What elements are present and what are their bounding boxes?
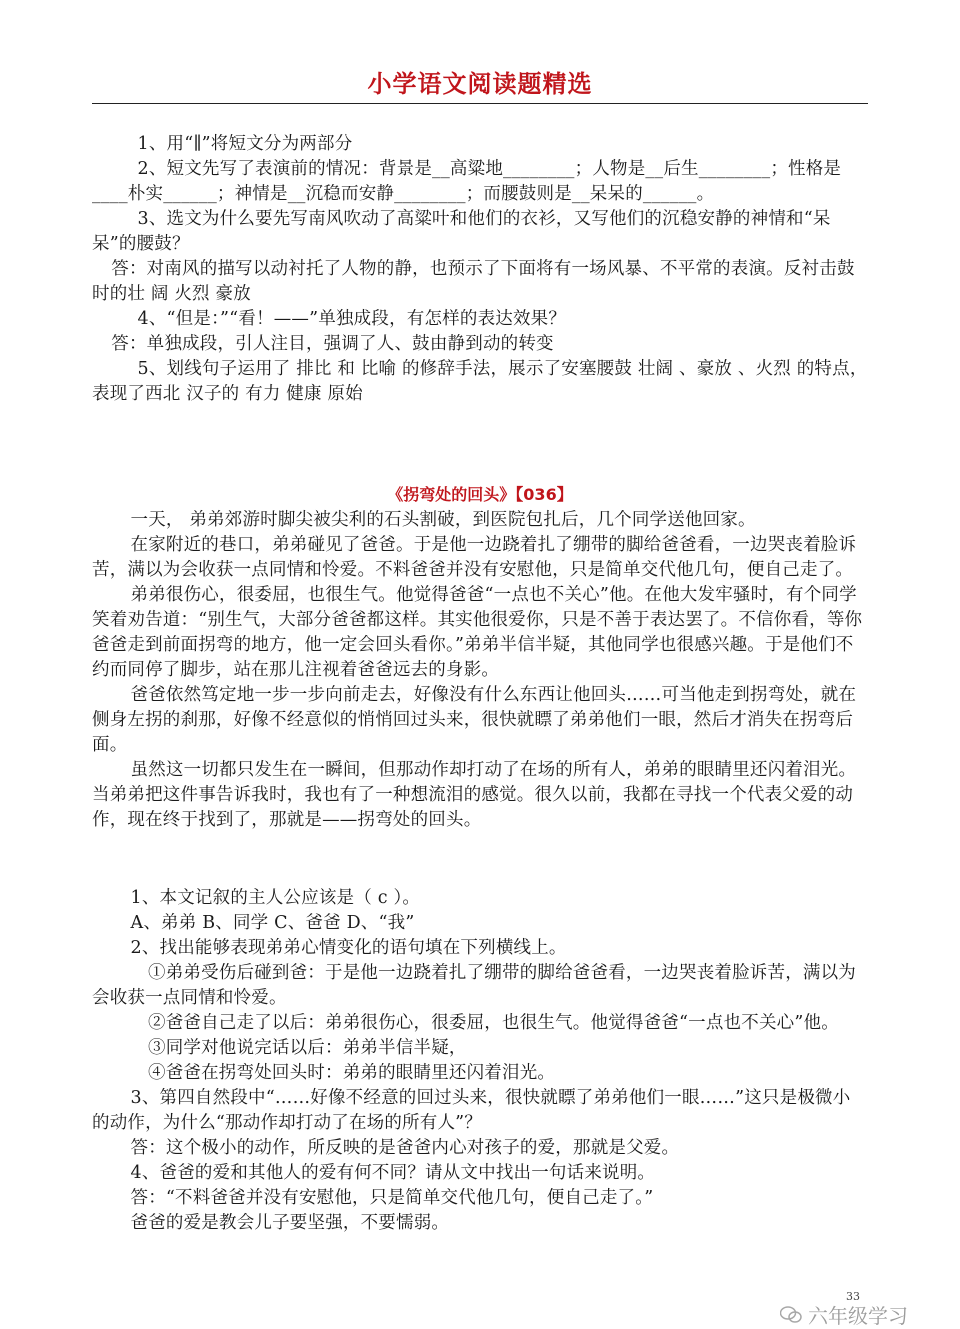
question-2: 2、找出能够表现弟弟心情变化的语句填在下列横线上。 [130, 938, 567, 958]
header-divider [92, 103, 868, 104]
question-line: 1、用“∥”将短文分为两部分 [137, 134, 353, 154]
page-number: 33 [846, 1290, 860, 1303]
answer-line: 答：对南风的描写以动衬托了人物的静，也预示了下面将有一场风暴、不平常的表演。反衬击鼓时的壮 阔 火烈 豪放 [92, 259, 855, 304]
watermark [780, 1300, 908, 1329]
story-text [92, 508, 868, 833]
watermark-text: 六年级学习 [808, 1304, 908, 1328]
question-2-answer-c: ③同学对他说完话以后：弟弟半信半疑， [148, 1038, 467, 1058]
story-paragraph: 弟弟很伤心，很委屈，也很生气。他觉得爸爸“一点也不关心”他。在他大发牢骚时，有个同学笑着劝告道：“别生气，大部分爸爸都这样。其实他很爱你，只是不善于表达罢了。不信你看，等你爸爸走到前面拐弯的地方，他一定会回头看你。”弟弟半信半疑，其他同学也很感兴趣。于是他们不约而同停了脚步，站在那儿注视着爸爸远去的身影。 [92, 585, 863, 680]
question-4: 4、爸爸的爱和其他人的爱有何不同？请从文中找出一句话来说明。 [130, 1163, 656, 1183]
answer-4-continued: 爸爸的爱是教会儿子要坚强，不要懦弱。 [130, 1213, 450, 1233]
page-title: 小学语文阅读题精选 [367, 70, 593, 98]
question-line: 2、短文先写了表演前的情况：背景是__高粱地________；人物是__后生________；性格是____朴实______；神情是__沉稳而安静________；而腰鼓则是__呆呆的______。 [92, 159, 842, 204]
story-paragraph: 爸爸依然笃定地一步一步向前走去，好像没有什么东西让他回头……可当他走到拐弯处，就在侧身左拐的刹那，好像不经意似的悄悄回过头来，很快就瞟了弟弟他们一眼，然后才消失在拐弯后面。 [92, 685, 857, 755]
question-2-answer-a: ①弟弟受伤后碰到爸：于是他一边跷着扎了绷带的脚给爸爸看，一边哭丧着脸诉苦，满以为会收获一点同情和怜爱。 [92, 963, 856, 1008]
answer-4: 答：“不料爸爸并没有安慰他，只是简单交代他几句，便自己走了。” [130, 1188, 654, 1208]
question-line: 5、划线句子运用了 排比 和 比喻 的修辞手法，展示了安塞腰鼓 壮阔 、豪放 、火烈 的特点，表现了西北 汉子的 有力 健康 原始 [92, 359, 868, 404]
story-paragraph: 虽然这一切都只发生在一瞬间，但那动作却打动了在场的所有人，弟弟的眼睛里还闪着泪光。当弟弟把这件事告诉我时，我也有了一种想流泪的感觉。很久以前，我都在寻找一个代表父爱的动作，现在终于找到了，那就是——拐弯处的回头。 [92, 760, 857, 830]
question-1-options: A、弟弟 B、同学 C、爸爸 D、“我” [130, 913, 415, 933]
question-1: 1、本文记叙的主人公应该是（ c ）。 [130, 888, 421, 908]
question-line: 3、选文为什么要先写南风吹动了高粱叶和他们的衣衫，又写他们的沉稳安静的神情和“呆呆”的腰鼓？ [92, 209, 831, 254]
wechat-icon [780, 1306, 802, 1324]
answer-3: 答：这个极小的动作，所反映的是爸爸内心对孩子的爱，那就是父爱。 [130, 1138, 680, 1158]
story-questions [92, 886, 868, 1236]
story-paragraph: 一天， 弟弟郊游时脚尖被尖利的石头割破，到医院包扎后，几个同学送他回家。 [130, 510, 756, 530]
question-line: 4、“但是：”“看！——”单独成段，有怎样的表达效果？ [137, 309, 567, 329]
question-2-answer-d: ④爸爸在拐弯处回头时：弟弟的眼睛里还闪着泪光。 [148, 1063, 556, 1083]
story-paragraph: 在家附近的巷口，弟弟碰见了爸爸。于是他一边跷着扎了绷带的脚给爸爸看，一边哭丧着脸诉苦，满以为会收获一点同情和怜爱。不料爸爸并没有安慰他，只是简单交代他几句，便自己走了。 [92, 535, 857, 580]
question-3: 3、第四自然段中“……好像不经意的回过头来，很快就瞟了弟弟他们一眼……”这只是极微小的动作，为什么“那动作却打动了在场的所有人”？ [92, 1088, 851, 1133]
section-title: 《拐弯处的回头》【036】 [387, 485, 573, 504]
previous-questions [92, 132, 868, 407]
page-header [92, 66, 868, 102]
question-2-answer-b: ②爸爸自己走了以后：弟弟很伤心，很委屈，也很生气。他觉得爸爸“一点也不关心”他。 [148, 1013, 839, 1033]
answer-line: 答：单独成段，引人注目，强调了人、鼓由静到动的转变 [111, 334, 554, 354]
